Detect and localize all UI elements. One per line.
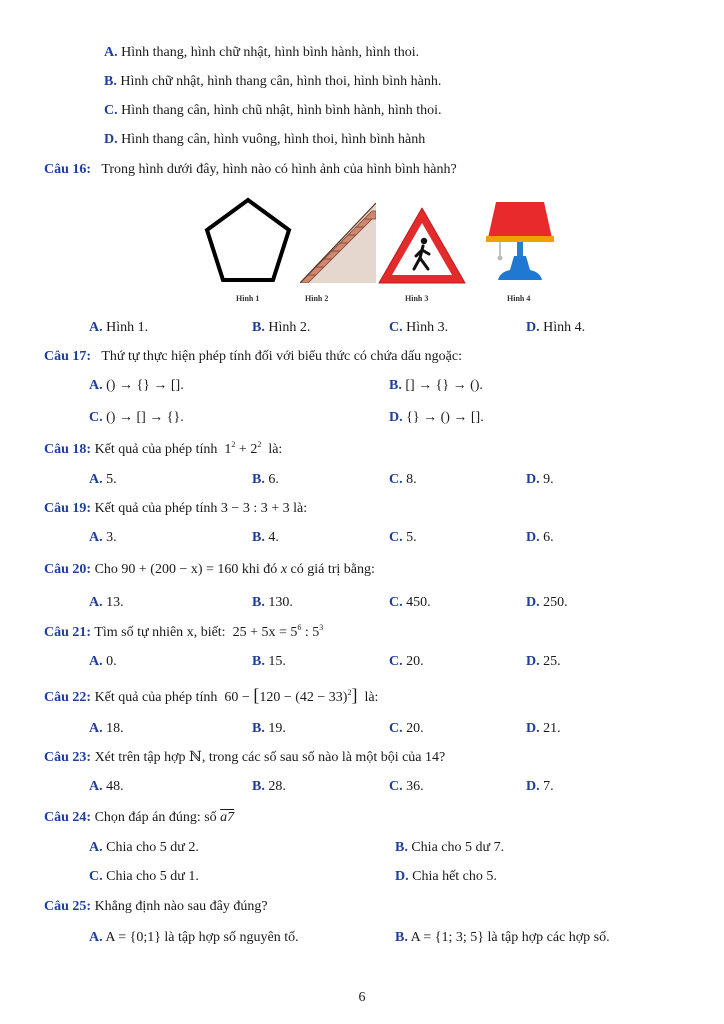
q19-option-c: C. 5. [389,530,417,545]
q24-number: a7 [220,810,235,825]
q24-option-a: A. Chia cho 5 dư 2. [89,840,199,855]
q25-option-a: A. A = {0;1} là tập hợp số nguyên tố. [89,930,299,945]
q16-option-b: B. Hình 2. [252,320,311,335]
q25-stem: Câu 25: Khẳng định nào sau đây đúng? [44,899,268,914]
q22-option-b: B. 19. [252,721,286,736]
q23-option-d: D. 7. [526,779,554,794]
q21-option-b: B. 15. [252,654,286,669]
q20-expression: 90 + (200 − x) = 160 [121,562,239,577]
q19-expression: 3 − 3 : 3 + 3 [220,501,290,516]
q21-option-c: C. 20. [389,654,424,669]
q20-option-a: A. 13. [89,595,124,610]
page-number: 6 [358,990,366,1005]
q16-option-a: A. Hình 1. [89,320,149,335]
q19-option-b: B. 4. [252,530,279,545]
q18-option-d: D. 9. [526,472,554,487]
q15-option-b: B. Hình chữ nhật, hình thang cân, hình thoi, hình bình hành. [104,74,442,89]
figure-3-caption: Hình 3 [405,294,429,303]
q18-option-c: C. 8. [389,472,417,487]
q22-option-a: A. 18. [89,721,124,736]
q16-stem: Câu 16: Trong hình dưới đây, hình nào có hình ảnh của hình bình hành? [44,162,457,177]
q22-option-d: D. 21. [526,721,561,736]
q25-option-b: B. A = {1; 3; 5} là tập hợp các hợp số. [395,930,610,945]
lamp-figure [484,200,556,284]
q20-option-c: C. 450. [389,595,431,610]
q24-option-b: B. Chia cho 5 dư 7. [395,840,505,855]
q16-option-d: D. Hình 4. [526,320,586,335]
q23-option-b: B. 28. [252,779,286,794]
q19-option-d: D. 6. [526,530,554,545]
q15-option-a: A. Hình thang, hình chữ nhật, hình bình hành, hình thoi. [104,45,420,60]
q23-stem: Câu 23: Xét trên tập hợp ℕ, trong các số sau số nào là một bội của 14? [44,750,446,765]
staircase-figure [300,199,376,283]
q22-option-c: C. 20. [389,721,424,736]
q23-option-c: C. 36. [389,779,424,794]
q21-option-d: D. 25. [526,654,561,669]
q17-option-b: B. [] → {} → (). [389,378,483,393]
q24-option-d: D. Chia hết cho 5. [395,869,497,884]
q21-expression: $25 + 5x = 5^6$ : $5^3$ [229,623,324,640]
figure-1-caption: Hình 1 [236,294,260,303]
q22-stem: Câu 22: Kết quả của phép tính $60 - [120 - (42 - 33)^2]$ là: [44,685,379,705]
q20-option-d: D. 250. [526,595,568,610]
q18-expression: $1^2 + 2^2$ [220,440,262,457]
q24-option-c: C. Chia cho 5 dư 1. [89,869,199,884]
pentagon-figure [203,196,293,286]
q18-stem: Câu 18: Kết quả của phép tính $1^2 + 2^2$ là: [44,440,283,457]
q20-stem: Câu 20: Cho 90 + (200 − x) = 160 khi đó x có giá trị bằng: [44,562,375,577]
q20-option-b: B. 130. [252,595,293,610]
q15-option-c: C. Hình thang cân, hình chũ nhật, hình bình hành, hình thoi. [104,103,442,118]
q23-option-a: A. 48. [89,779,124,794]
q18-option-b: B. 6. [252,472,279,487]
q21-stem: Câu 21: Tìm số tự nhiên x, biết: $25 + 5x = 5^6$ : $5^3$ [44,623,324,640]
q17-option-d: D. {} → () → []. [389,410,484,425]
q22-expression: $60 - [120 - (42 - 33)^2]$ [220,685,358,705]
q19-stem: Câu 19: Kết quả của phép tính 3 − 3 : 3 + 3 là: [44,501,308,516]
q15-option-d: D. Hình thang cân, hình vuông, hình thoi, hình bình hành [104,132,426,147]
figure-2-caption: Hình 2 [305,294,329,303]
q17-stem: Câu 17: Thứ tự thực hiện phép tính đối với biểu thức có chứa dấu ngoặc: [44,349,462,364]
figure-4-caption: Hình 4 [507,294,531,303]
q19-option-a: A. 3. [89,530,117,545]
q18-option-a: A. 5. [89,472,117,487]
q24-stem: Câu 24: Chọn đáp án đúng: số a7 [44,810,235,825]
q16-option-c: C. Hình 3. [389,320,449,335]
q17-option-c: C. () → [] → {}. [89,410,184,425]
q17-option-a: A. () → {} → []. [89,378,184,393]
q21-option-a: A. 0. [89,654,117,669]
pedestrian-sign-figure [376,205,468,287]
